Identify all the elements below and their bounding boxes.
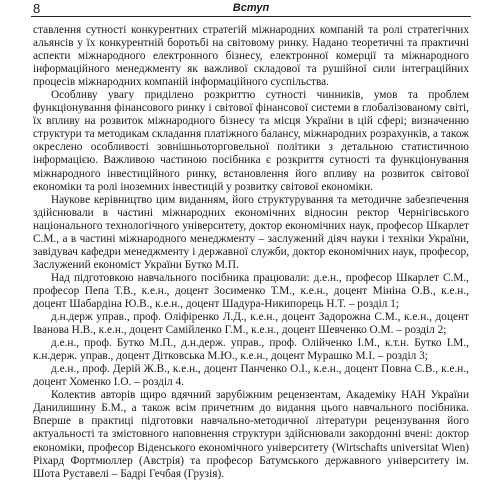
paragraph-8: Колектив авторів щиро вдячний зарубіжним рецензентам, Академіку НАН України Данилишину Б.М., а також всім причетним до видання цього навчального посібника. Вперше в практиці підготовки навчально-методичної літератури рецензування його актуальності та змістовного наповнення структури здійснювали закордонні вчені: доктор економіки, професор Віденського економічного університету (Wirtschafts universitat Wien) Ріхард Фортмюллер (Австрія) та професор Батумського державного університету ім. Шота Руставелі – Бадрі Гечбая (Грузія). (33, 389, 469, 480)
page-number: 8 (33, 1, 41, 16)
body-text (33, 24, 469, 481)
paragraph-2: Особливу увагу приділено розкриттю сутності чинників, умов та проблем функціонування фінансового ринку і світової фінансової системи в глобалізованому світі, їх впливу на розвиток міжнародного бізнесу та місця України в цій сфері; визначенню структури та методикам складання платіжного балансу, міжнародних розрахунків, а також окреслено особливості зовнішньоторговельної політики з детальною статистичною інформацією. Важливою частиною посібника є розкриття сутності та функціонування міжнародного інвестиційного ринку, встановлення його впливу на розвиток світової економіки та ролі іноземних інвестицій у розвитку світової економіки. (33, 89, 469, 193)
paragraph-6: д.е.н., проф. Бутко М.П., д.н.держ. управ., проф. Олійченко І.М., к.т.н. Бутко І.М., к.н.держ. управ., доцент Дітковська М.Ю., к.е.н., доцент Мурашко М.І. – розділ 3; (33, 337, 469, 363)
paragraph-5: д.н.держ управ., проф. Оліфіренко Л.Д., к.е.н., доцент Задорожна С.М., к.е.н., доцент Іванова Н.В., к.е.н., доцент Самійленко Г.М., к.е.н., доцент Шевченко О.М. – розділ 2; (33, 311, 469, 337)
paragraph-4: Над підготовкою навчального посібника працювали: д.е.н., професор Шкарлет С.М., професор Пепа Т.В., к.е.н., доцент Зосименко Т.М., к.е.н., доцент Мініна О.В., к.е.н., доцент Шабардіна Ю.В., к.е.н., доцент Шадура-Никипорець Н.Т. – розділ 1; (33, 271, 469, 310)
paragraph-1: ставлення сутності конкурентних стратегій міжнародних компаній та ролі стратегічних альянсів у їх конкурентній боротьбі на світовому ринку. Надано теоретичні та практичні аспекти міжнародного електронного бізнесу, електронної комерції та міжнародного інформаційного менеджменту як важливої складової та рушійної сили інтеграційних процесів міжнародних компаній інформаційного суспільства. (33, 24, 469, 89)
page-header (31, 2, 471, 17)
running-title: Вступ (232, 2, 270, 14)
paragraph-7: д.е.н., проф. Дерій Ж.В., к.е.н., доцент Панченко О.І., к.е.н., доцент Повна С.В., к.е.н., доцент Хоменко І.О. – розділ 4. (33, 363, 469, 389)
paragraph-3: Наукове керівництво цим виданням, його структурування та методичне забезпечення здійснювали в частині міжнародних економічних відносин ректор Чернігівського національного технологічного університету, доктор економічних наук, професор Шкарлет С.М., а в частині міжнародного менеджменту – заслужений діяч науки і техніки України, завідувач кафедри менеджменту і державної служби, доктор економічних наук, професор, Заслужений економіст України Бутко М.П. (33, 193, 469, 271)
